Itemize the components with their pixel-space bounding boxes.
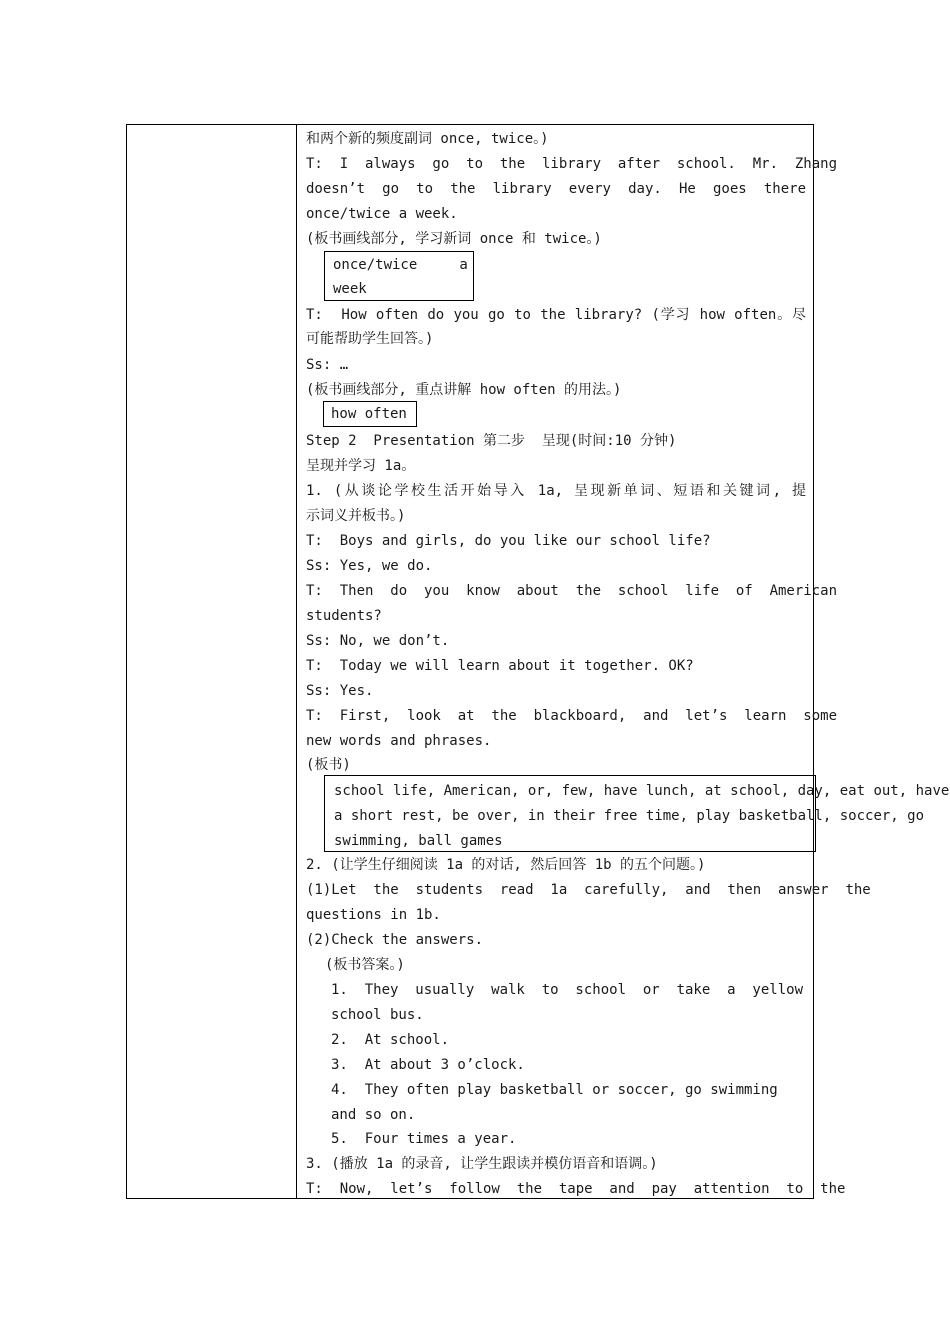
text-line: Ss: … [306,357,349,373]
text-line: 可能帮助学生回答。) [306,331,434,347]
text-line: (板书画线部分, 重点讲解 how often 的用法。) [306,382,622,398]
answer-line: 5. Four times a year. [331,1131,517,1147]
text-line: (板书) [306,757,351,773]
box-line: once/twice a [333,257,468,273]
text-line: Ss: Yes. [306,683,374,699]
text-line: 3. (播放 1a 的录音, 让学生跟读并模仿语音和语调。) [306,1156,658,1172]
text-line: 示词义并板书。) [306,508,406,524]
text-line: T: First, look at the blackboard, and let’s learn some [306,708,838,724]
box-line: week [333,281,367,297]
text-line: T: I always go to the library after school. Mr. Zhang [306,156,838,172]
text-line: T: Then do you know about the school life of American [306,583,838,599]
answer-line: 1. They usually walk to school or take a yellow [331,982,804,998]
text-line: T: Boys and girls, do you like our school life? [306,533,711,549]
text-line: (1)Let the students read 1a carefully, and then answer the [306,882,871,898]
text-line: (板书画线部分, 学习新词 once 和 twice。) [306,231,602,247]
text-line: (2)Check the answers. [306,932,484,948]
blackboard-box-vocabulary [324,775,950,852]
box-line: school life, American, or, few, have lunch, at school, day, eat out, have [334,783,950,799]
blackboard-box-once-twice [324,251,474,301]
text-line: 2. (让学生仔细阅读 1a 的对话, 然后回答 1b 的五个问题。) [306,857,706,873]
section-heading: Step 2 Presentation 第二步 呈现(时间:10 分钟) [306,433,677,449]
text-line: new words and phrases. [306,733,492,749]
text-line: doesn’t go to the library every day. He goes there [306,181,806,197]
blackboard-box-how-often [323,401,417,427]
text-line: T: How often do you go to the library? (学习 how often。尽 [306,307,806,323]
text-line: 和两个新的频度副词 once, twice。) [306,131,549,147]
text-line: students? [306,608,382,624]
answer-line: and so on. [331,1107,416,1123]
text-line: Ss: Yes, we do. [306,558,433,574]
answer-line: school bus. [331,1007,424,1023]
answer-line: 4. They often play basketball or soccer, go swimming [331,1082,778,1098]
text-line: (板书答案。) [325,957,405,973]
box-line: swimming, ball games [334,833,503,849]
text-line: 呈现并学习 1a。 [306,458,416,474]
box-line: how often [331,406,407,422]
text-line: Ss: No, we don’t. [306,633,450,649]
text-line: T: Now, let’s follow the tape and pay attention to the [306,1181,846,1197]
text-line: once/twice a week. [306,206,458,222]
answer-line: 2. At school. [331,1032,450,1048]
right-column-cell [297,125,950,1198]
text-line: questions in 1b. [306,907,441,923]
text-line: T: Today we will learn about it together. OK? [306,658,694,674]
lesson-plan-table [126,124,950,1199]
box-line: a short rest, be over, in their free time, play basketball, soccer, go [334,808,925,824]
text-line: 1. (从谈论学校生活开始导入 1a, 呈现新单词、短语和关键词, 提 [306,483,806,499]
left-column-cell [127,125,297,1198]
answer-line: 3. At about 3 o’clock. [331,1057,525,1073]
